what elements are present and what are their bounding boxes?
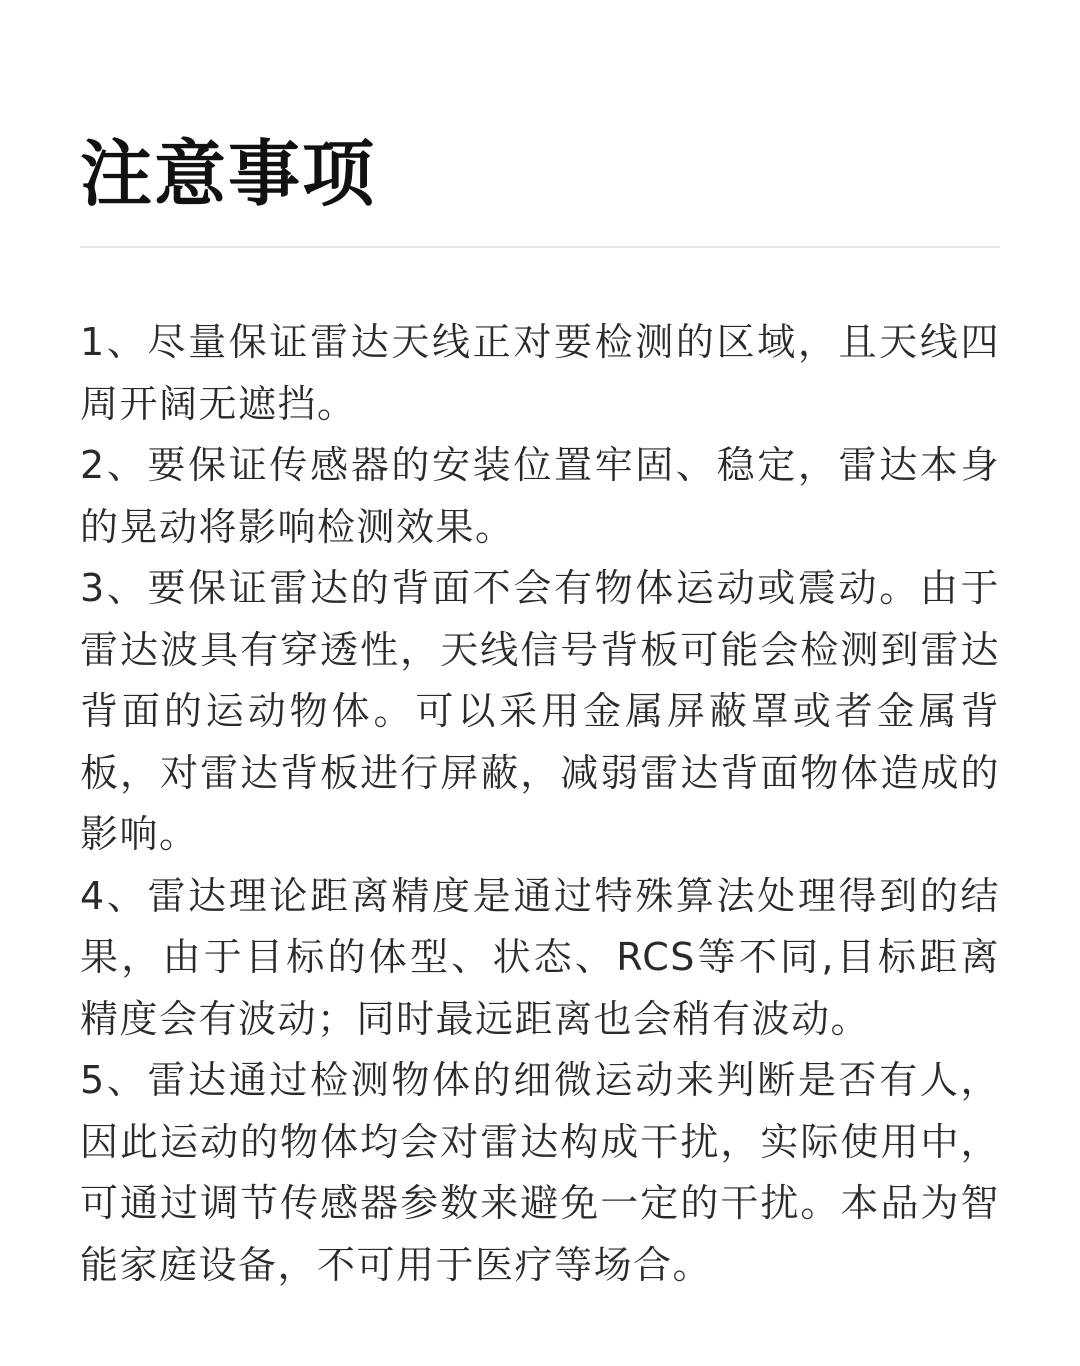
title-divider [80, 246, 1000, 248]
notes-list [80, 312, 1000, 1296]
note-item-1: 1、尽量保证雷达天线正对要检测的区域，且天线四周开阔无遮挡。 [80, 320, 1000, 426]
note-item-3: 3、要保证雷达的背面不会有物体运动或震动。由于雷达波具有穿透性，天线信号背板可能会检测到雷达背面的运动物体。可以采用金属屏蔽罩或者金属背板，对雷达背板进行屏蔽，减弱雷达背面物体造成的影响。 [80, 566, 1000, 856]
note-item-2: 2、要保证传感器的安装位置牢固、稳定，雷达本身的晃动将影响检测效果。 [80, 443, 1000, 549]
page-title: 注意事项 [80, 132, 377, 216]
note-item-5: 5、雷达通过检测物体的细微运动来判断是否有人，因此运动的物体均会对雷达构成干扰，实际使用中，可通过调节传感器参数来避免一定的干扰。本品为智能家庭设备，不可用于医疗等场合。 [80, 1058, 1000, 1287]
note-item-4: 4、雷达理论距离精度是通过特殊算法处理得到的结果，由于目标的体型、状态、RCS等不同,目标距离精度会有波动；同时最远距离也会稍有波动。 [80, 873, 1000, 1041]
